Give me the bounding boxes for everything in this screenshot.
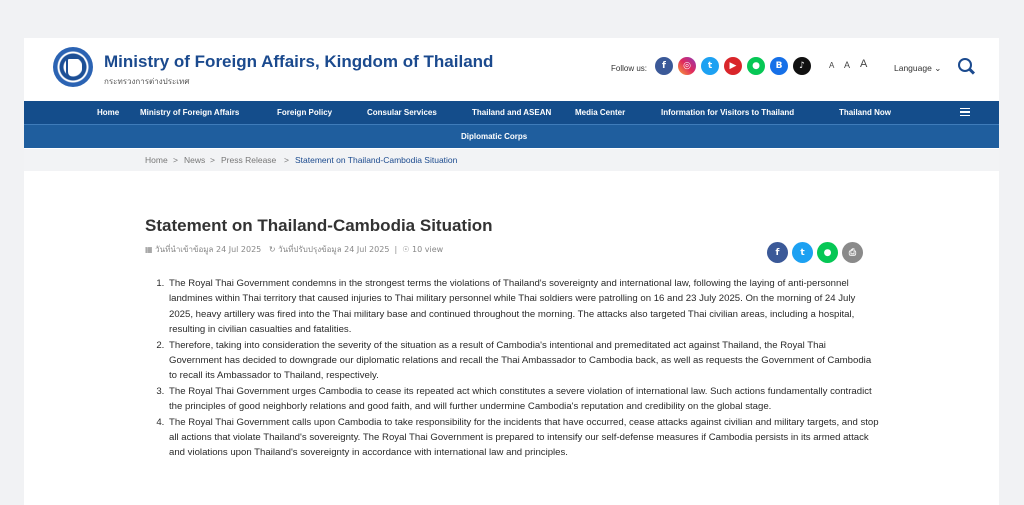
article-meta: ▦ วันที่นำเข้าข้อมูล 24 Jul 2025 ↻ วันที่ปรับปรุงข้อมูล 24 Jul 2025 | ☉ 10 view [145, 245, 444, 254]
twitter-icon[interactable]: t [701, 57, 719, 75]
updated-date: วันที่ปรับปรุงข้อมูล 24 Jul 2025 [278, 245, 390, 254]
site-title[interactable]: Ministry of Foreign Affairs, Kingdom of Thailand [104, 52, 494, 71]
secondary-nav [24, 124, 999, 148]
breadcrumb-news[interactable]: News [184, 155, 206, 165]
print-icon[interactable]: ⎙ [842, 242, 863, 263]
nav-ministry[interactable]: Ministry of Foreign Affairs [140, 108, 240, 117]
language-selector[interactable] [894, 63, 941, 74]
follow-us-label: Follow us: [611, 64, 648, 73]
facebook-share-icon[interactable]: f [767, 242, 788, 263]
language-label: Language [894, 63, 932, 73]
line-share-icon[interactable]: ● [817, 242, 838, 263]
page [24, 38, 999, 505]
nav-thailand-now[interactable]: Thailand Now [839, 108, 891, 117]
view-count: 10 view [412, 245, 444, 254]
statement-paragraph: 4. The Royal Thai Government calls upon Cambodia to take responsibility for the incidents that have occurred, cease attacks against civilian and military targets, and stop all actions that violate Thailand's sovereignty. The Royal Thai Government is prepared to intensify our self-defense measures if Cambodia persists in its armed attack and violations upon Thailand's sovereignty in accordance with international law and principles. [167, 415, 880, 461]
main-nav [24, 101, 999, 124]
nav-foreign-policy[interactable]: Foreign Policy [277, 108, 333, 117]
breadcrumb-separator: > [210, 155, 215, 165]
twitter-share-icon[interactable]: t [792, 242, 813, 263]
article-title: Statement on Thailand-Cambodia Situation [145, 216, 493, 235]
statement-paragraph: 1. The Royal Thai Government condemns in the strongest terms the violations of Thailand's sovereignty and international law, following the laying of anti-personnel landmines within Thai territory that caused injuries to Thai military personnel while Thai soldiers were patrolling on 16 and 23 July 2025. On the morning of 24 July 2025, heavy artillery was fired into the Thai military base and continued throughout the morning. The attacks also targeted Thai civilian areas, including a hospital, resulting in civilian casualties and fatalities. [167, 276, 880, 338]
statement-paragraph: 3. The Royal Thai Government urges Cambodia to cease its repeated act which constitutes a severe violation of international law. Such actions fundamentally contradict the principles of good neighborly relations and good faith, and will further undermine Cambodia's reputation and credibility on the global stage. [167, 384, 880, 415]
site-header [24, 38, 999, 101]
line-icon[interactable]: ● [747, 57, 765, 75]
breadcrumb-current: Statement on Thailand-Cambodia Situation [295, 155, 458, 165]
published-date: วันที่นำเข้าข้อมูล 24 Jul 2025 [155, 245, 262, 254]
facebook-icon[interactable]: f [655, 57, 673, 75]
youtube-icon[interactable]: ▶ [724, 57, 742, 75]
chevron-down-icon: ⌄ [934, 63, 942, 73]
site-subtitle: กระทรวงการต่างประเทศ [104, 77, 190, 86]
statement-list [145, 276, 880, 461]
breadcrumb-separator: > [284, 155, 289, 165]
blockdit-icon[interactable]: B [770, 57, 788, 75]
breadcrumb-home[interactable]: Home [145, 155, 168, 165]
eye-icon: ☉ [402, 245, 410, 254]
menu-icon[interactable] [960, 108, 970, 116]
font-size-medium[interactable]: A [844, 60, 851, 70]
refresh-icon: ↻ [268, 245, 276, 254]
nav-media-center[interactable]: Media Center [575, 108, 626, 117]
ministry-logo[interactable] [53, 47, 93, 87]
tiktok-icon[interactable]: ♪ [793, 57, 811, 75]
statement-paragraph: 2. Therefore, taking into consideration the severity of the situation as a result of Cambodia's intentional and premeditated act against Thailand, the Royal Thai Government has decided to downgrade our diplomatic relations and recall the Thai Ambassador to Cambodia back, as well as requests the Government of Cambodia to recall its Ambassador to Thailand, respectively. [167, 338, 880, 384]
instagram-icon[interactable]: ◎ [678, 57, 696, 75]
nav-visitors-info[interactable]: Information for Visitors to Thailand [661, 108, 795, 117]
breadcrumb [24, 149, 999, 171]
font-size-large[interactable]: A [860, 58, 868, 70]
nav-consular-services[interactable]: Consular Services [367, 108, 437, 117]
calendar-icon: ▦ [145, 245, 153, 254]
font-size-small[interactable]: A [829, 61, 835, 70]
nav-thailand-asean[interactable]: Thailand and ASEAN [472, 108, 552, 117]
breadcrumb-separator: > [173, 155, 178, 165]
nav-diplomatic-corps[interactable]: Diplomatic Corps [461, 132, 528, 141]
search-icon[interactable] [958, 58, 972, 72]
nav-home[interactable]: Home [97, 108, 120, 117]
breadcrumb-press-release[interactable]: Press Release [221, 155, 277, 165]
